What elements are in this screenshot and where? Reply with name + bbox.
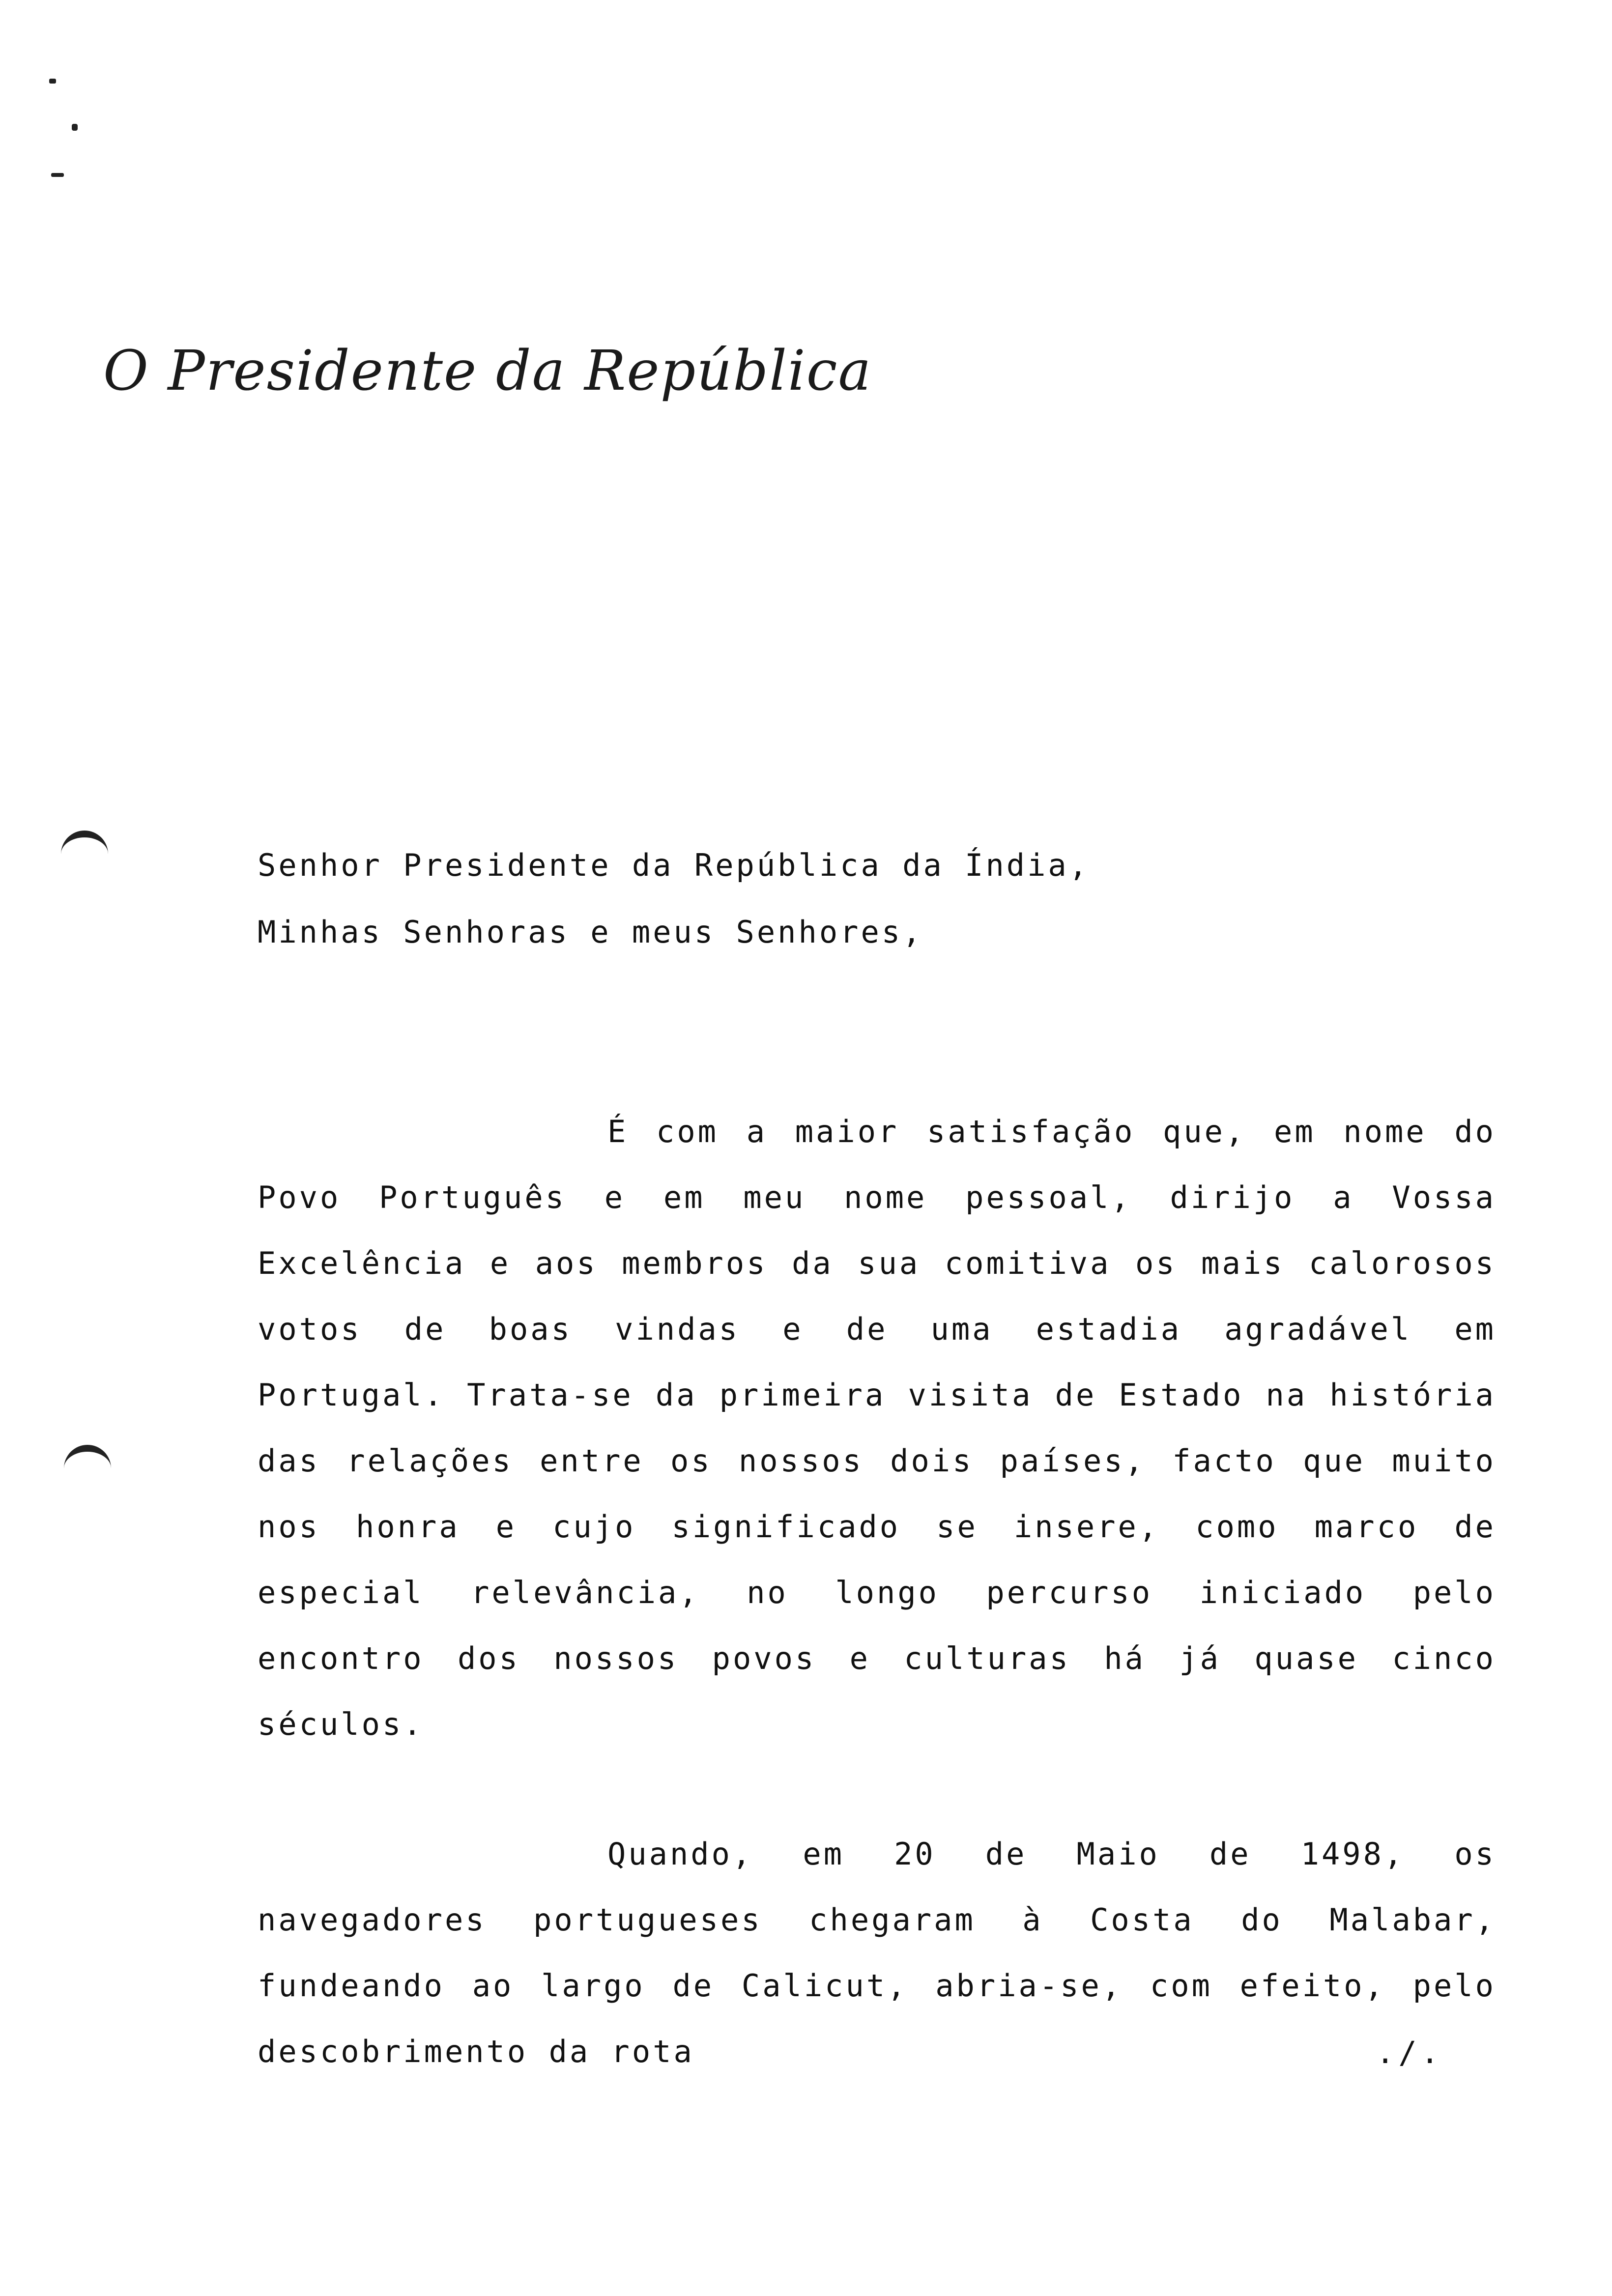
body-paragraph-2: Quando, em 20 de Maio de 1498, os navegadores portugueses chegaram à Costa do Malabar, fundeando ao largo de Calicut, abria-se, com efeito, pelo descobrimento da rota <box>258 1836 1496 2069</box>
punch-hole-mark <box>61 831 108 861</box>
scan-speck <box>51 173 64 177</box>
salutation-line-2: Minhas Senhoras e meus Senhores, <box>258 914 923 950</box>
scan-speck <box>49 79 56 84</box>
letterhead-title: O Presidente da República <box>103 339 872 403</box>
punch-hole-mark <box>64 1445 111 1475</box>
scan-speck <box>72 124 78 131</box>
continuation-mark: ./. <box>1376 2035 1443 2070</box>
salutation-line-1: Senhor Presidente da República da Índia, <box>258 847 1090 883</box>
body-paragraph-1: É com a maior satisfação que, em nome do Povo Português e em meu nome pessoal, dirijo a Vossa Excelência e aos membros da sua comitiva os mais calorosos votos de boas vindas e de uma estadia agradável em Portugal. Trata-se da primeira visita de Estado na história das relações entre os nossos dois países, facto que muito nos honra e cujo significado se insere, como marco de especial relevância, no longo percurso iniciado pelo encontro dos nossos povos e culturas há já quase cinco séculos. <box>258 1114 1496 1742</box>
